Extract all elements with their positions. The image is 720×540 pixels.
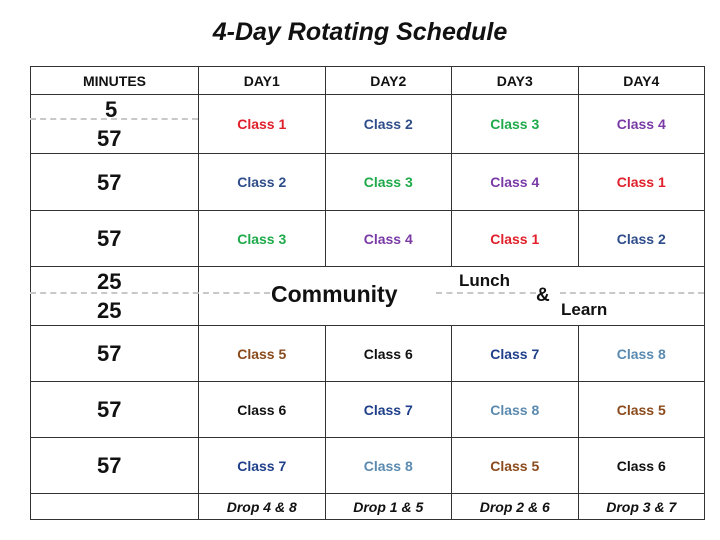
- minutes-value: 57: [97, 453, 122, 478]
- class-cell: Class 1: [452, 211, 579, 267]
- class-cell: Class 4: [452, 154, 579, 211]
- class-cell: Class 2: [578, 211, 705, 267]
- class-cell: Class 3: [452, 95, 579, 154]
- minutes-value: 57: [97, 126, 122, 151]
- class-cell: Class 6: [199, 382, 326, 438]
- dashed-divider: [436, 292, 536, 294]
- class-cell: Class 5: [199, 326, 326, 382]
- minutes-value: 25: [97, 269, 122, 294]
- minutes-cell: [31, 326, 199, 382]
- table-row: [31, 95, 705, 154]
- minutes-header: MINUTES: [31, 67, 199, 95]
- header-row: [31, 67, 705, 95]
- minutes-value: 57: [97, 226, 122, 251]
- minutes-value: 25: [97, 298, 122, 323]
- page-title: 4-Day Rotating Schedule: [212, 18, 508, 46]
- minutes-cell: [31, 95, 199, 154]
- class-cell: Class 8: [325, 438, 452, 494]
- class-cell: Class 2: [199, 154, 326, 211]
- dashed-divider: [30, 292, 270, 294]
- minutes-value: 57: [97, 169, 122, 195]
- minutes-value: 57: [97, 341, 122, 366]
- class-cell: Class 7: [452, 326, 579, 382]
- drop-row: [31, 494, 705, 520]
- class-cell: Class 4: [578, 95, 705, 154]
- minutes-cell: [31, 438, 199, 494]
- class-cell: Class 8: [452, 382, 579, 438]
- class-cell: Class 7: [325, 382, 452, 438]
- drop-cell: Drop 3 & 7: [578, 494, 705, 520]
- drop-cell: Drop 2 & 6: [452, 494, 579, 520]
- day1-header: DAY1: [199, 67, 326, 95]
- class-cell: Class 3: [199, 211, 326, 267]
- minutes-value: 5: [105, 97, 118, 122]
- minutes-cell: [31, 211, 199, 267]
- table-row: [31, 438, 705, 494]
- class-cell: Class 2: [325, 95, 452, 154]
- minutes-cell: [31, 382, 199, 438]
- drop-cell: Drop 4 & 8: [199, 494, 326, 520]
- lunch-label: Lunch: [459, 271, 510, 290]
- ampersand-label: &: [536, 285, 550, 306]
- class-cell: Class 6: [325, 326, 452, 382]
- learn-label: Learn: [561, 300, 608, 319]
- class-cell: Class 8: [578, 326, 705, 382]
- community-label: Community: [271, 281, 398, 307]
- minutes-cell: [31, 267, 199, 326]
- class-cell: Class 4: [325, 211, 452, 267]
- drop-cell: Drop 1 & 5: [325, 494, 452, 520]
- table-row: [31, 382, 705, 438]
- table-row: [31, 154, 705, 211]
- class-cell: Class 5: [578, 382, 705, 438]
- dashed-divider: [30, 118, 198, 120]
- community-lunch-cell: [199, 267, 705, 326]
- lunch-row: [31, 267, 705, 326]
- minutes-cell: [31, 154, 199, 211]
- drop-label-cell: [31, 494, 199, 520]
- class-cell: Class 5: [452, 438, 579, 494]
- dashed-divider: [560, 292, 704, 294]
- class-cell: Class 6: [578, 438, 705, 494]
- table-row: [31, 326, 705, 382]
- class-cell: Class 3: [325, 154, 452, 211]
- table-row: [31, 211, 705, 267]
- day4-header: DAY4: [578, 67, 705, 95]
- class-cell: Class 7: [199, 438, 326, 494]
- day3-header: DAY3: [452, 67, 579, 95]
- class-cell: Class 1: [578, 154, 705, 211]
- minutes-value: 57: [97, 397, 122, 422]
- class-cell: Class 1: [199, 95, 326, 154]
- day2-header: DAY2: [325, 67, 452, 95]
